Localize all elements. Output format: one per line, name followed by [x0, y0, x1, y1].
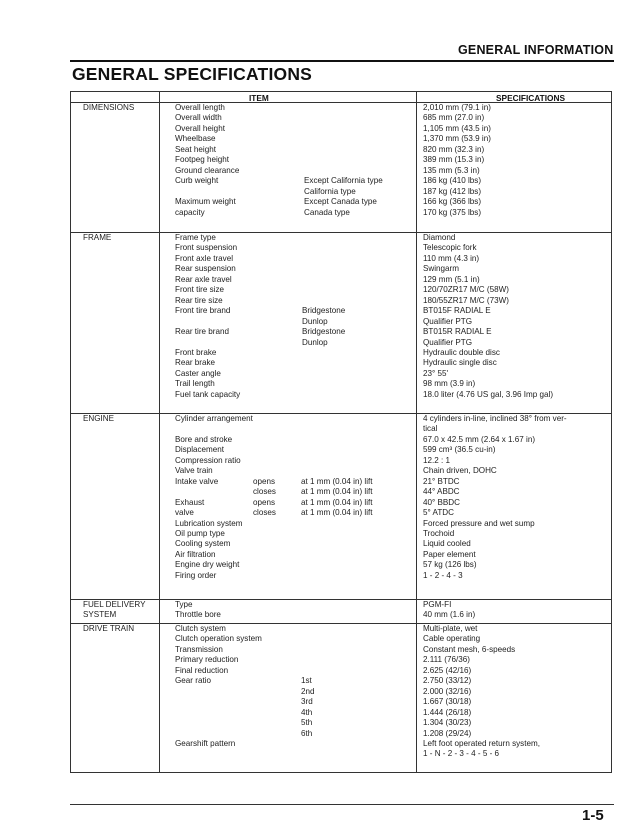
drive-train-gears: 1st 2nd 3rd 4th 5th 6th [301, 676, 315, 738]
drive-train-specs: Multi-plate, wet Cable operating Constant mesh, 6-speeds 2.111 (76/36) 2.625 (42/16) 2.750 (33/12) 2.000 (32/16) 1.667 (30/18) 1.444 (26/18) 1.304 (30/23) 1.208 (29/24) Left foot operated return system, 1 - N - 2 - 3 - 4 - 5 - 6 [423, 624, 540, 759]
dimensions-items: Overall length Overall width Overall height Wheelbase Seat height Footpeg height Ground clearance Curb weight Maximum weight capacity [175, 103, 240, 217]
engine-valve-events: opens closes opens closes [253, 476, 276, 518]
fuel-items: Type Throttle bore [175, 600, 221, 620]
section-header: GENERAL INFORMATION [458, 43, 614, 57]
engine-specs: 4 cylinders in-line, inclined 38° from ver- tical 67.0 x 42.5 mm (2.64 x 1.67 in) 599 cm³ (36.5 cu-in) 12.2 : 1 Chain driven, DOHC 21° BTDC 44° ABDC 40° BBDC 5° ATDC Forced pressure and wet sump Trochoid Liquid cooled Paper element 57 kg (126 lbs) 1 - 2 - 4 - 3 [423, 414, 567, 580]
page-title: GENERAL SPECIFICATIONS [72, 64, 313, 84]
drive-train-items: Clutch system Clutch operation system Transmission Primary reduction Final reduction Gear ratio Gearshift pattern [175, 624, 262, 748]
group-frame: FRAME [83, 233, 112, 242]
divider-spec-column [416, 92, 417, 772]
frame-tire-brands: Bridgestone Dunlop Bridgestone Dunlop [302, 306, 346, 347]
group-drive-train: DRIVE TRAIN [83, 624, 135, 633]
group-engine: ENGINE [83, 414, 115, 423]
specifications-table [70, 91, 612, 773]
frame-specs: Diamond Telescopic fork 110 mm (4.3 in) Swingarm 129 mm (5.1 in) 120/70ZR17 M/C (58W) 180/55ZR17 M/C (73W) BT015F RADIAL E Qualifier PTG BT015R RADIAL E Qualifier PTG Hydraulic double disc Hydraulic single disc 23° 55' 98 mm (3.9 in) 18.0 liter (4.76 US gal, 3.96 Imp gal) [423, 233, 554, 399]
engine-items: Cylinder arrangement Bore and stroke Displacement Compression ratio Valve train Intake valve Exhaust valve Lubrication system Oil pump type Cooling system Air filtration Engine dry weight Firing order [175, 414, 253, 580]
divider-group-column [159, 92, 160, 772]
group-fuel-delivery: FUEL DELIVERY SYSTEM [83, 600, 146, 620]
column-header-specifications: SPECIFICATIONS [496, 93, 565, 103]
fuel-specs: PGM-FI 40 mm (1.6 in) [423, 600, 476, 620]
frame-items: Frame type Front suspension Front axle travel Rear suspension Rear axle travel Front tire size Rear tire size Front tire brand Rear tire brand Front brake Rear brake Caster angle Trail length Fuel tank capacity [175, 233, 241, 399]
column-header-item: ITEM [249, 93, 269, 103]
dimensions-conditions: Except California type California type Except Canada type Canada type [304, 176, 383, 217]
footer-rule [70, 804, 614, 805]
dimensions-specs: 2,010 mm (79.1 in) 685 mm (27.0 in) 1,105 mm (43.5 in) 1,370 mm (53.9 in) 820 mm (32.3 in) 389 mm (15.3 in) 135 mm (5.3 in) 186 kg (410 lbs) 187 kg (412 lbs) 166 kg (366 lbs) 170 kg (375 lbs) [423, 103, 491, 217]
rule-engine [71, 599, 611, 600]
engine-valve-lift: at 1 mm (0.04 in) lift at 1 mm (0.04 in) lift at 1 mm (0.04 in) lift at 1 mm (0.04 in) lift [301, 476, 373, 518]
group-dimensions: DIMENSIONS [83, 103, 135, 112]
page-number: 1-5 [582, 807, 604, 824]
header-rule [70, 60, 614, 62]
